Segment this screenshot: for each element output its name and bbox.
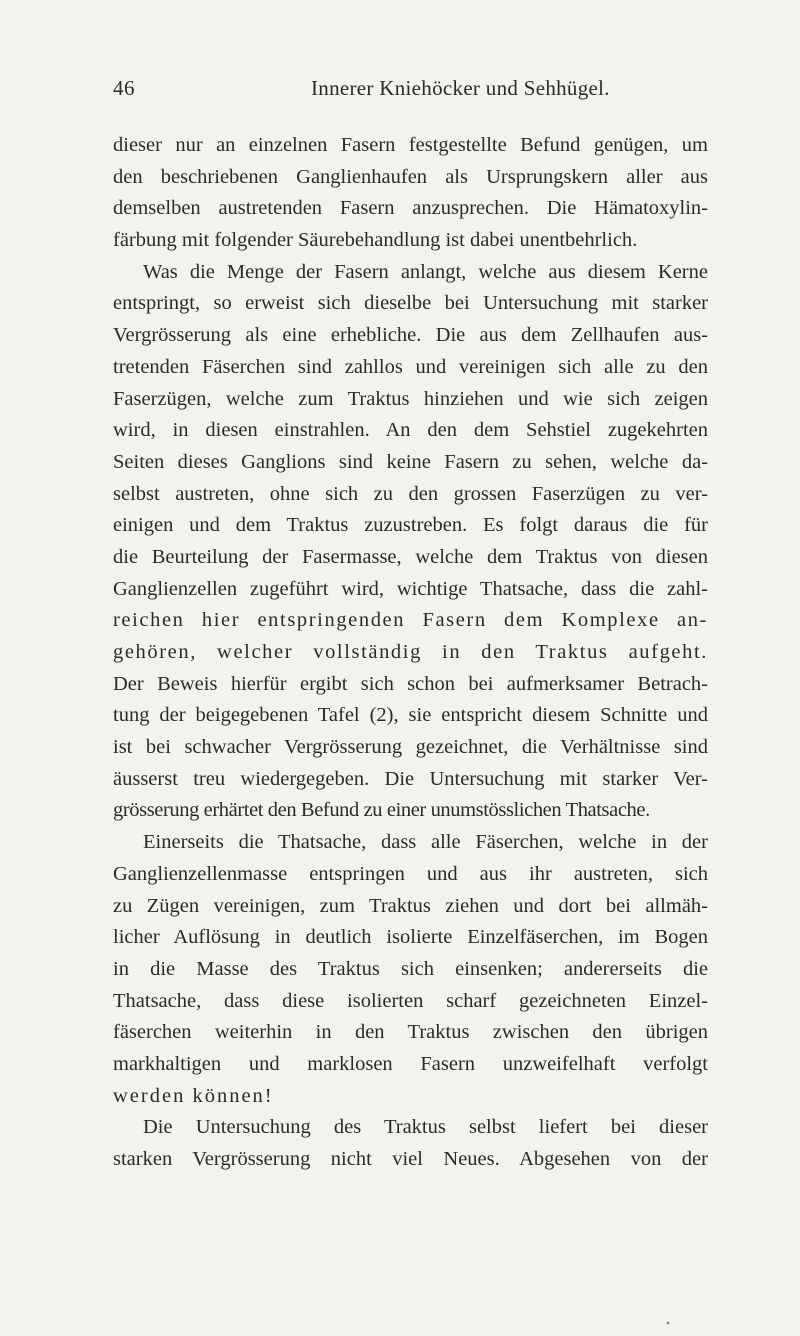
text-line: Thatsache, dass diese isolierten scharf gezeichneten Einzel- bbox=[113, 989, 708, 1012]
running-head bbox=[113, 72, 708, 104]
running-title: Innerer Kniehöcker und Sehhügel. bbox=[311, 76, 610, 100]
text-line: wird, in diesen einstrahlen. An den dem Sehstiel zugekehrten bbox=[113, 419, 708, 442]
text-line: tretenden Fäserchen sind zahllos und vereinigen sich alle zu den bbox=[113, 355, 708, 378]
text-line: entspringt, so erweist sich dieselbe bei Untersuchung mit starker bbox=[113, 292, 708, 315]
text-line: äusserst treu wiedergegeben. Die Untersuchung mit starker Ver- bbox=[113, 767, 708, 790]
text-line: gehören, welcher vollständig in den Traktus aufgeht. bbox=[113, 641, 708, 663]
text-line: Was die Menge der Fasern anlangt, welche aus diesem Kerne bbox=[143, 260, 708, 283]
text-line: tung der beigegebenen Tafel (2), sie entspricht diesem Schnitte und bbox=[113, 704, 708, 727]
text-line: den beschriebenen Ganglienhaufen als Ursprungskern aller aus bbox=[113, 165, 708, 188]
text-line: dieser nur an einzelnen Fasern festgestellte Befund genügen, um bbox=[113, 134, 708, 156]
text-line: Faserzügen, welche zum Traktus hinziehen und wie sich zeigen bbox=[113, 387, 708, 410]
text-line: markhaltigen und marklosen Fasern unzweifelhaft verfolgt bbox=[113, 1052, 708, 1075]
text-line: demselben austretenden Fasern anzusprechen. Die Hämatoxylin- bbox=[113, 197, 708, 220]
text-line: werden können! bbox=[113, 1084, 274, 1107]
text-line: Seiten dieses Ganglions sind keine Fasern zu sehen, welche da- bbox=[113, 450, 708, 473]
text-line: licher Auflösung in deutlich isolierte Einzelfäserchen, im Bogen bbox=[113, 926, 708, 949]
text-line: zu Zügen vereinigen, zum Traktus ziehen und dort bei allmäh- bbox=[113, 894, 708, 917]
page-number: 46 bbox=[113, 76, 135, 100]
text-line: Einerseits die Thatsache, dass alle Fäserchen, welche in der bbox=[143, 831, 708, 854]
text-line: reichen hier entspringenden Fasern dem Komplexe an- bbox=[113, 609, 708, 632]
text-line: die Beurteilung der Fasermasse, welche dem Traktus von diesen bbox=[113, 545, 708, 568]
text-line: färbung mit folgender Säurebehandlung ist dabei unentbehrlich. bbox=[113, 229, 638, 252]
ink-speck: • bbox=[666, 1316, 671, 1330]
text-line: starken Vergrösserung nicht viel Neues. Abgesehen von der bbox=[113, 1148, 708, 1170]
text-line: grösserung erhärtet den Befund zu einer unumstösslichen Thatsache. bbox=[113, 799, 650, 822]
text-line: selbst austreten, ohne sich zu den grossen Faserzügen zu ver- bbox=[113, 482, 708, 505]
text-line: fäserchen weiterhin in den Traktus zwischen den übrigen bbox=[113, 1021, 708, 1044]
text-line: Der Beweis hierfür ergibt sich schon bei aufmerksamer Betrach- bbox=[113, 672, 708, 695]
text-line: Die Untersuchung des Traktus selbst liefert bei dieser bbox=[143, 1116, 708, 1139]
text-line: Vergrösserung als eine erhebliche. Die aus dem Zellhaufen aus- bbox=[113, 324, 708, 347]
text-line: in die Masse des Traktus sich einsenken; andererseits die bbox=[113, 957, 708, 980]
text-line: ist bei schwacher Vergrösserung gezeichnet, die Verhältnisse sind bbox=[113, 736, 708, 759]
body-text bbox=[113, 130, 708, 1176]
text-line: Ganglienzellenmasse entspringen und aus ihr austreten, sich bbox=[113, 862, 708, 885]
text-line: einigen und dem Traktus zuzustreben. Es folgt daraus die für bbox=[113, 514, 708, 537]
text-line: Ganglienzellen zugeführt wird, wichtige Thatsache, dass die zahl- bbox=[113, 577, 708, 600]
